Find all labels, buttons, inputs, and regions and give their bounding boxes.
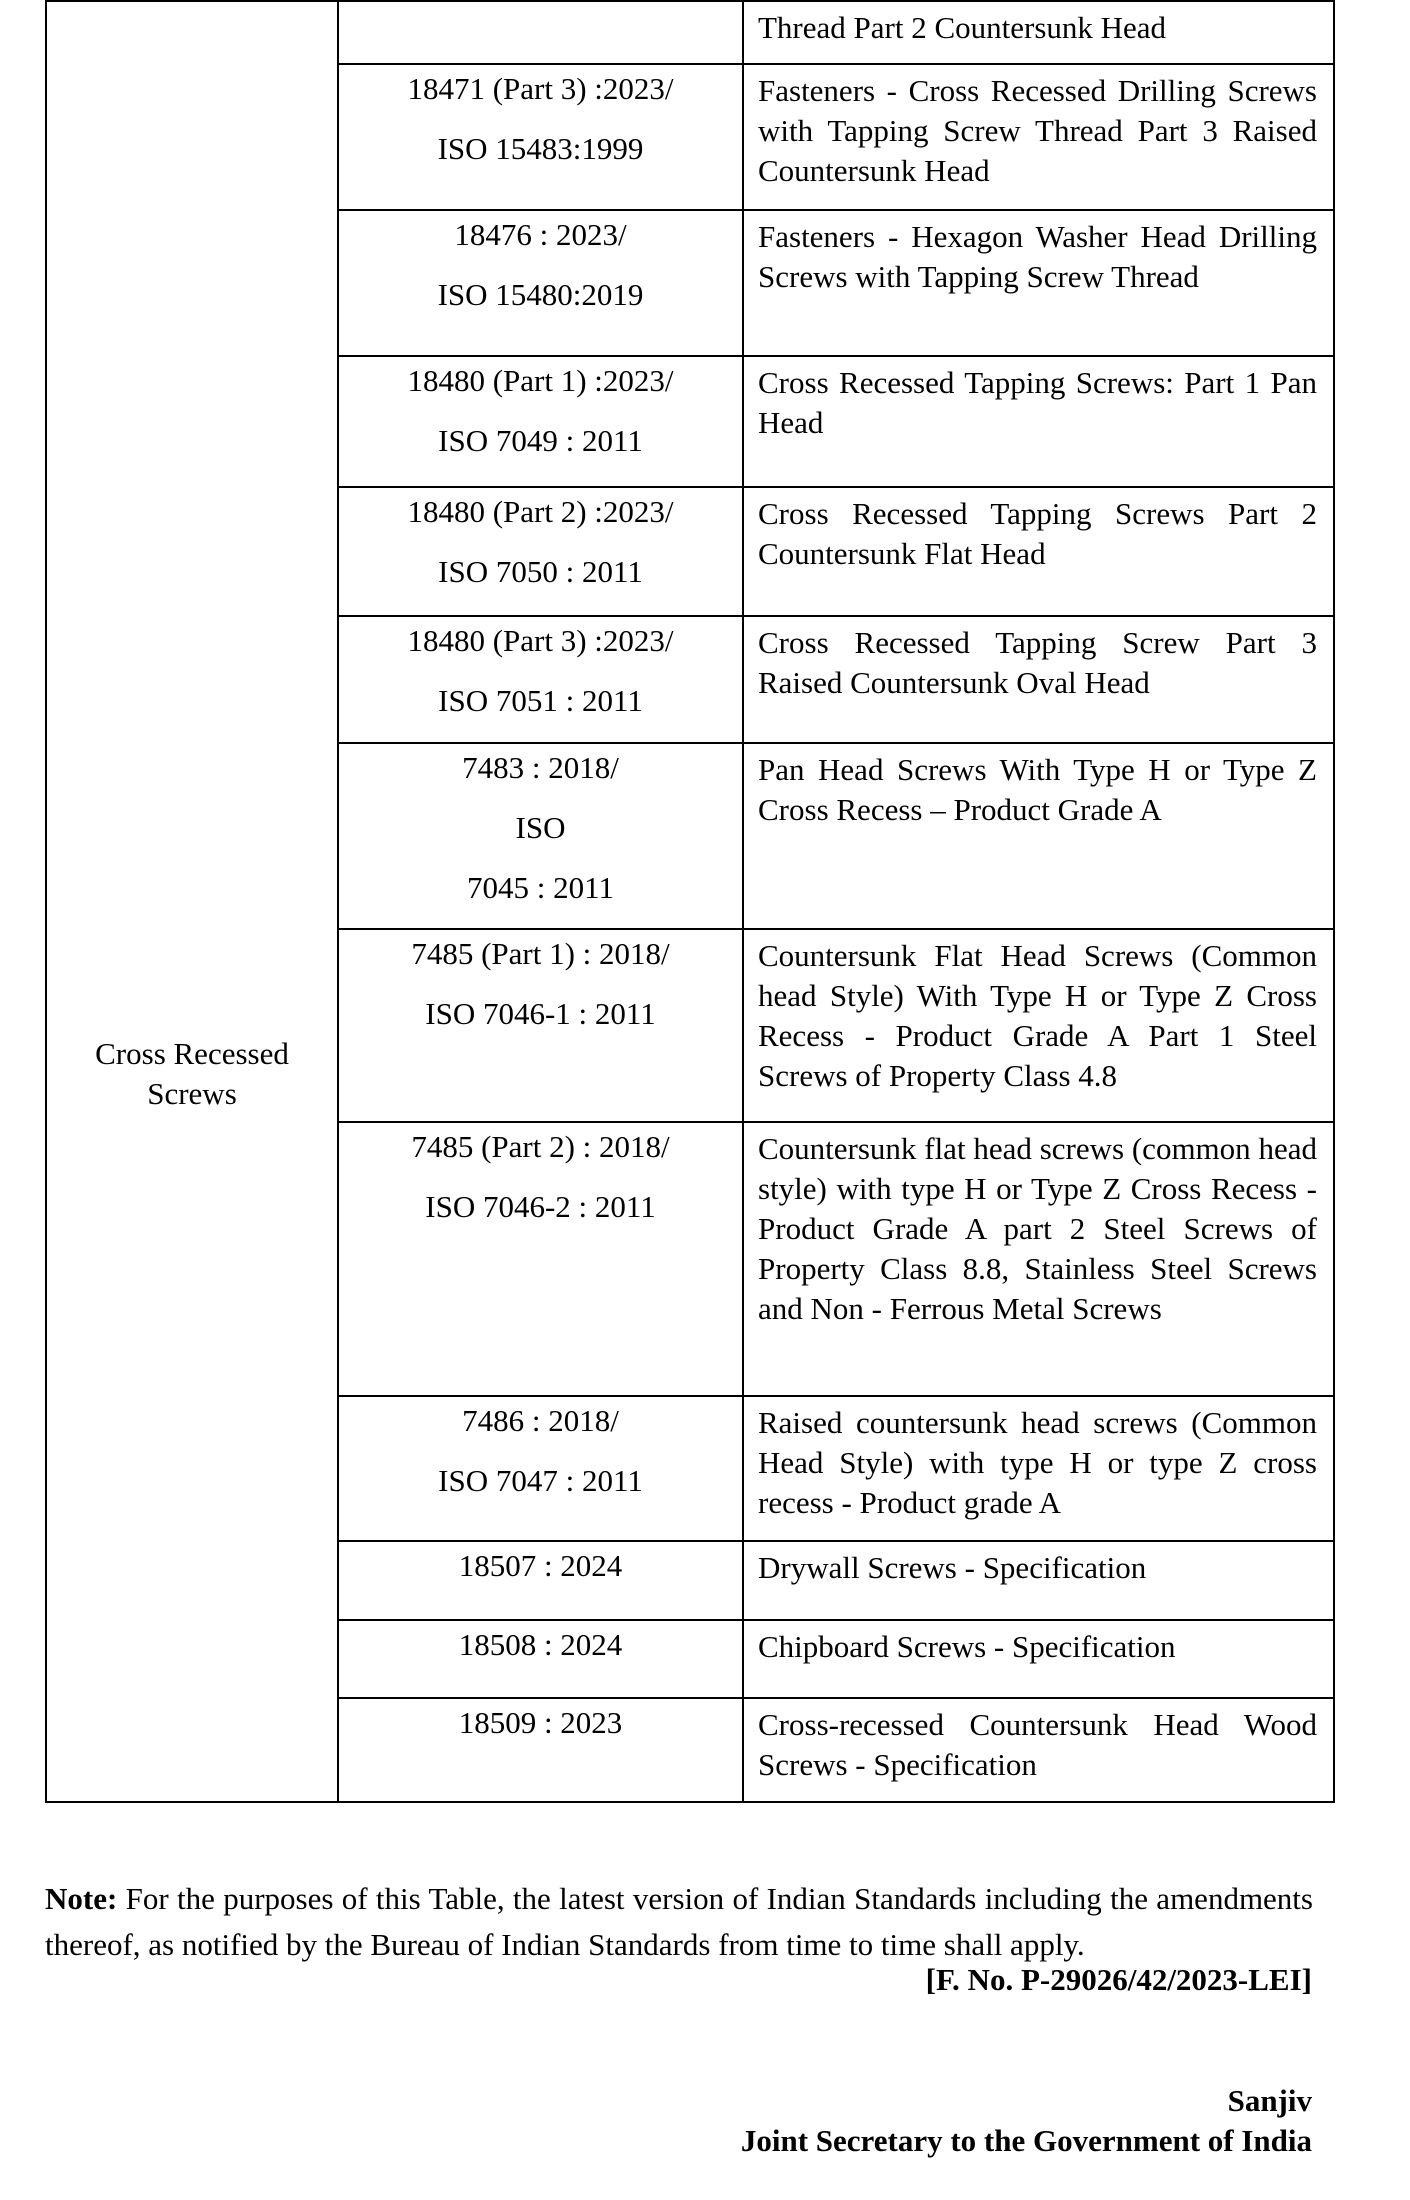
is-number-cell <box>339 1123 744 1397</box>
is-number-line: 7485 (Part 2) : 2018/ <box>411 1129 670 1164</box>
is-number-line: 18508 : 2024 <box>458 1627 623 1662</box>
iso-number-line: 7045 : 2011 <box>467 870 614 905</box>
note-text: For the purposes of this Table, the latest version of Indian Standards including the amendments thereof, as notified by the Bureau of Indian Standards from time to time shall apply. <box>45 1881 1313 1962</box>
is-number-cell <box>339 1699 744 1803</box>
iso-number-line: ISO 7046-1 : 2011 <box>425 996 656 1031</box>
description-cell: Cross-recessed Countersunk Head Wood Screws - Specification <box>744 1699 1335 1803</box>
is-number-cell <box>339 930 744 1123</box>
is-number-cell <box>339 617 744 744</box>
description-cell: Drywall Screws - Specification <box>744 1542 1335 1621</box>
is-number-line: 7483 : 2018/ <box>462 750 619 785</box>
description-cell: Cross Recessed Tapping Screws: Part 1 Pan Head <box>744 357 1335 488</box>
description-cell: Countersunk flat head screws (common head style) with type H or Type Z Cross Recess - Product Grade A part 2 Steel Screws of Property Class 8.8, Stainless Steel Screws and Non - Ferrous Metal Screws <box>744 1123 1335 1397</box>
description-cell: Fasteners - Cross Recessed Drilling Screws with Tapping Screw Thread Part 3 Raised Countersunk Head <box>744 65 1335 211</box>
description-cell: Thread Part 2 Countersunk Head <box>744 2 1335 65</box>
description-cell: Fasteners - Hexagon Washer Head Drilling Screws with Tapping Screw Thread <box>744 211 1335 357</box>
iso-number-line: ISO <box>515 810 566 845</box>
signatory-name: Sanjiv <box>1227 2083 1312 2118</box>
is-number-line: 18471 (Part 3) :2023/ <box>407 71 674 106</box>
description-cell: Pan Head Screws With Type H or Type Z Cross Recess – Product Grade A <box>744 744 1335 930</box>
is-number-cell <box>339 211 744 357</box>
is-number-line: 18507 : 2024 <box>458 1548 623 1583</box>
is-number-cell <box>339 2 744 65</box>
note-label: Note: <box>45 1881 118 1916</box>
signatory-title: Joint Secretary to the Government of India <box>740 2123 1312 2158</box>
category-label: Cross Recessed Screws <box>95 1036 289 1111</box>
iso-number-line: ISO 7047 : 2011 <box>438 1463 643 1498</box>
iso-number-line: ISO 15483:1999 <box>437 131 644 166</box>
is-number-cell <box>339 65 744 211</box>
is-number-cell <box>339 1397 744 1542</box>
file-number: [F. No. P-29026/42/2023-LEI] <box>925 1962 1312 1997</box>
description-cell: Countersunk Flat Head Screws (Common head Style) With Type H or Type Z Cross Recess - Product Grade A Part 1 Steel Screws of Property Class 4.8 <box>744 930 1335 1123</box>
is-number-cell <box>339 488 744 617</box>
is-number-line: 7485 (Part 1) : 2018/ <box>411 936 670 971</box>
is-number-line: 18480 (Part 1) :2023/ <box>407 363 674 398</box>
standards-table <box>45 0 1335 1803</box>
is-number-cell <box>339 1542 744 1621</box>
description-cell: Cross Recessed Tapping Screws Part 2 Countersunk Flat Head <box>744 488 1335 617</box>
iso-number-line: ISO 7046-2 : 2011 <box>425 1189 656 1224</box>
iso-number-line: ISO 7049 : 2011 <box>438 423 643 458</box>
description-cell: Cross Recessed Tapping Screw Part 3 Raised Countersunk Oval Head <box>744 617 1335 744</box>
is-number-line: 18476 : 2023/ <box>454 217 627 252</box>
iso-number-line: ISO 7051 : 2011 <box>438 683 643 718</box>
note-paragraph <box>45 1876 1313 1968</box>
is-number-line: 18480 (Part 3) :2023/ <box>407 623 674 658</box>
is-number-cell <box>339 357 744 488</box>
description-cell: Chipboard Screws - Specification <box>744 1621 1335 1699</box>
is-number-cell <box>339 744 744 930</box>
iso-number-line: ISO 15480:2019 <box>437 277 644 312</box>
is-number-line: 18509 : 2023 <box>458 1705 623 1740</box>
iso-number-line: ISO 7050 : 2011 <box>438 554 643 589</box>
is-number-line: 18480 (Part 2) :2023/ <box>407 494 674 529</box>
description-cell: Raised countersunk head screws (Common Head Style) with type H or type Z cross recess - Product grade A <box>744 1397 1335 1542</box>
is-number-line: 7486 : 2018/ <box>462 1403 619 1438</box>
category-cell <box>47 2 339 1803</box>
is-number-cell <box>339 1621 744 1699</box>
signature-block <box>741 2081 1312 2161</box>
